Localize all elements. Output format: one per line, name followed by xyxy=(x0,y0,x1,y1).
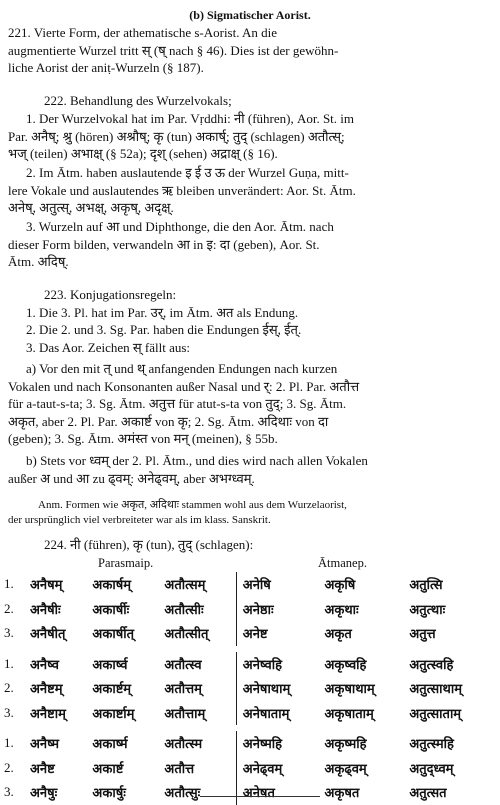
verb-form: अकार्ष्टम् xyxy=(92,682,132,698)
text-line: भज् (teilen) अभाक्ष् (§ 52a); दृश् (sehen) अद्राक्ष् (§ 16). xyxy=(8,146,278,162)
verb-form: अकार्ष्म xyxy=(92,737,128,753)
verb-form: अतौत्सुः xyxy=(164,786,201,802)
verb-form: अकार्षीः xyxy=(92,602,130,618)
verb-form: अतौत्त xyxy=(164,761,195,777)
paragraph-222-title xyxy=(8,92,488,110)
verb-form: अतुत्सि xyxy=(409,578,443,594)
verb-form: अनेढ्वम् xyxy=(242,761,283,777)
verb-form: अतौत्ताम् xyxy=(164,706,206,722)
verb-form: अकृढ्वम् xyxy=(324,761,367,777)
text-line: 3. Das Aor. Zeichen स् fällt aus: xyxy=(26,339,191,355)
verb-form: अतुत्स्वहि xyxy=(409,657,454,673)
verb-form: अनेषि xyxy=(242,578,271,594)
text-line: Ātm. अदिष्. xyxy=(8,254,69,270)
section-title: 222. Behandlung des Wurzelvokals; xyxy=(44,93,232,108)
verb-form: अतौत्तम् xyxy=(164,682,202,698)
paragraph-222-1 xyxy=(8,110,488,163)
person-number: 3. xyxy=(4,625,14,641)
verb-form: अतौत्सीत् xyxy=(164,627,209,643)
verb-form: अनेषत xyxy=(242,786,275,802)
verb-form: अतुत्स्महि xyxy=(409,737,454,753)
person-number: 3. xyxy=(4,784,14,800)
section-header: (b) Sigmatischer Aorist. xyxy=(189,8,311,22)
text-line: 221. Vierte Form, der athematische s-Aorist. An die xyxy=(8,25,278,40)
verb-form: अतुद्ध्वम् xyxy=(409,761,454,777)
text-line: Par. अनैष्; श्रु (hören) अश्रौष्; कृ (tun) अकार्ष्; तुद् (schlagen) अतौत्स्; xyxy=(8,128,345,144)
footnote xyxy=(8,498,492,528)
verb-form: अनैष्व xyxy=(30,657,59,673)
verb-form: अनेष्ठाः xyxy=(242,602,274,618)
verb-form: अनेषाताम् xyxy=(242,706,290,722)
verb-form: अकृष्महि xyxy=(324,737,367,753)
text-line: अकृत, aber 2. Pl. Par. अकार्ष्ट von कृ; 2. Sg. Ātm. अदिथाः von दा xyxy=(8,413,329,429)
verb-form: अकार्ष्टाम् xyxy=(92,706,135,722)
verb-form: अनैष्टाम् xyxy=(30,706,66,722)
verb-form: अकार्षुः xyxy=(92,786,126,802)
text-line: augmentierte Wurzel tritt स् (ष् nach § 46). Dies ist der gewöhn- xyxy=(8,42,339,58)
verb-form: अतुत्सत xyxy=(409,786,447,802)
text-line: der ursprünglich viel verbreiteter war als im klass. Sanskrit. xyxy=(8,514,271,526)
text-line: b) Stets vor ध्वम् der 2. Pl. Ātm., und dies wird nach allen Vokalen xyxy=(26,453,368,468)
verb-form: अनैषीः xyxy=(30,602,61,618)
verb-form: अनैष्ट xyxy=(30,761,55,777)
verb-form: अकार्ष्व xyxy=(92,657,128,673)
paragraph-223-b xyxy=(8,452,488,487)
text-line: 3. Wurzeln auf आ und Diphthonge, die den Aor. Ātm. nach xyxy=(26,219,334,234)
footnote-rule xyxy=(200,796,320,797)
table-row xyxy=(4,780,494,805)
column-header-atmanepada: Ātmanep. xyxy=(318,556,367,570)
conjugation-table xyxy=(4,572,494,805)
table-row xyxy=(4,756,494,781)
paragraph-222-3 xyxy=(8,218,488,271)
verb-form: अनेष्वहि xyxy=(242,657,283,673)
verb-form: अनैषम् xyxy=(30,578,63,594)
verb-form: अकृष्वहि xyxy=(324,657,367,673)
column-header-parasmaipada: Parasmaip. xyxy=(98,556,154,570)
section-title: 223. Konjugationsregeln: xyxy=(44,287,177,302)
verb-form: अकृषत xyxy=(324,786,360,802)
text-line: außer अ und आ zu ढ्वम्: अनेढ्वम्, aber अभग्ध्वम्. xyxy=(8,470,255,486)
conjugation-table-body xyxy=(4,572,494,805)
text-line: Vokalen und nach Konsonanten außer Nasal und र्: 2. Pl. Par. अतौत्त xyxy=(8,378,360,394)
table-row xyxy=(4,597,494,622)
verb-form: अकार्षीत् xyxy=(92,627,134,643)
text-line: (geben); 3. Sg. Ātm. अमंस्त von मन् (meinen), § 55b. xyxy=(8,431,278,447)
verb-form: अतुत्साथाम् xyxy=(409,682,462,698)
text-line: dieser Form bilden, verwandeln आ in इ: दा (geben), Aor. St. xyxy=(8,236,320,252)
verb-form: अतौत्स्व xyxy=(164,657,202,673)
verb-form: अतुत्थाः xyxy=(409,602,446,618)
verb-form: अतौत्स्म xyxy=(164,737,203,753)
table-row xyxy=(4,676,494,701)
paragraph-224-title xyxy=(8,536,488,554)
table-row xyxy=(4,731,494,756)
verb-form: अनैषुः xyxy=(30,786,58,802)
paragraph-221 xyxy=(8,24,488,77)
person-number: 1. xyxy=(4,735,14,751)
verb-form: अकृत xyxy=(324,627,352,643)
text-line: Anm. Formen wie अकृत, अदिथाः stammen wohl aus dem Wurzelaorist, xyxy=(38,499,347,511)
verb-form: अनैषीत् xyxy=(30,627,66,643)
text-line: अनेष्, अतुत्स्, अभक्ष्, अकृष्, अदृक्ष्. xyxy=(8,200,174,216)
section-title: 224. नी (führen), कृ (tun), तुद् (schlagen): xyxy=(44,537,254,552)
verb-form: अनेष्महि xyxy=(242,737,283,753)
verb-form: अनैष्म xyxy=(30,737,60,753)
verb-form: अकृषाताम् xyxy=(324,706,374,722)
person-number: 1. xyxy=(4,576,14,592)
table-row xyxy=(4,701,494,726)
person-number: 2. xyxy=(4,600,14,616)
person-number: 2. xyxy=(4,759,14,775)
text-line: a) Vor den mit त् und थ् anfangenden Endungen nach kurzen xyxy=(26,361,338,376)
paragraph-222-2 xyxy=(8,164,488,217)
person-number: 1. xyxy=(4,655,14,671)
text-line: für a-taut-s-ta; 3. Sg. Ātm. अतुत्त für atut-s-ta von तुद्; 3. Sg. Ātm. xyxy=(8,396,347,412)
verb-form: अकृथाः xyxy=(324,602,359,618)
verb-form: अकृषाथाम् xyxy=(324,682,375,698)
verb-form: अकार्ष्ट xyxy=(92,761,124,777)
verb-form: अनैष्टम् xyxy=(30,682,63,698)
verb-form: अकार्षम् xyxy=(92,578,131,594)
table-row xyxy=(4,572,494,597)
verb-form: अतुत्त xyxy=(409,627,436,643)
text-line: 2. Die 2. und 3. Sg. Par. haben die Endungen ईस्, ईत्. xyxy=(26,322,302,338)
paragraph-223 xyxy=(8,286,488,356)
paragraph-223-a xyxy=(8,360,488,448)
table-row xyxy=(4,652,494,677)
text-line: 1. Die 3. Pl. hat im Par. उर्, im Ātm. अत als Endung. xyxy=(26,304,299,320)
text-line: liche Aorist der aniṭ-Wurzeln (§ 187). xyxy=(8,60,204,76)
table-row xyxy=(4,621,494,646)
person-number: 2. xyxy=(4,680,14,696)
verb-form: अनेष्ट xyxy=(242,627,268,643)
verb-form: अनेषाथाम् xyxy=(242,682,291,698)
text-line: 1. Der Wurzelvokal hat im Par. Vṛddhi: नी (führen), Aor. St. im xyxy=(26,111,355,126)
verb-form: अतौत्सम् xyxy=(164,578,206,594)
text-line: 2. Im Ātm. haben auslautende इ ई उ ऊ der Wurzel Guṇa, mitt- xyxy=(26,165,349,180)
verb-form: अतौत्सीः xyxy=(164,602,204,618)
text-line: lere Vokale und auslautendes ऋ bleiben unverändert: Aor. St. Ātm. xyxy=(8,182,356,198)
verb-form: अतुत्साताम् xyxy=(409,706,462,722)
person-number: 3. xyxy=(4,704,14,720)
verb-form: अकृषि xyxy=(324,578,356,594)
